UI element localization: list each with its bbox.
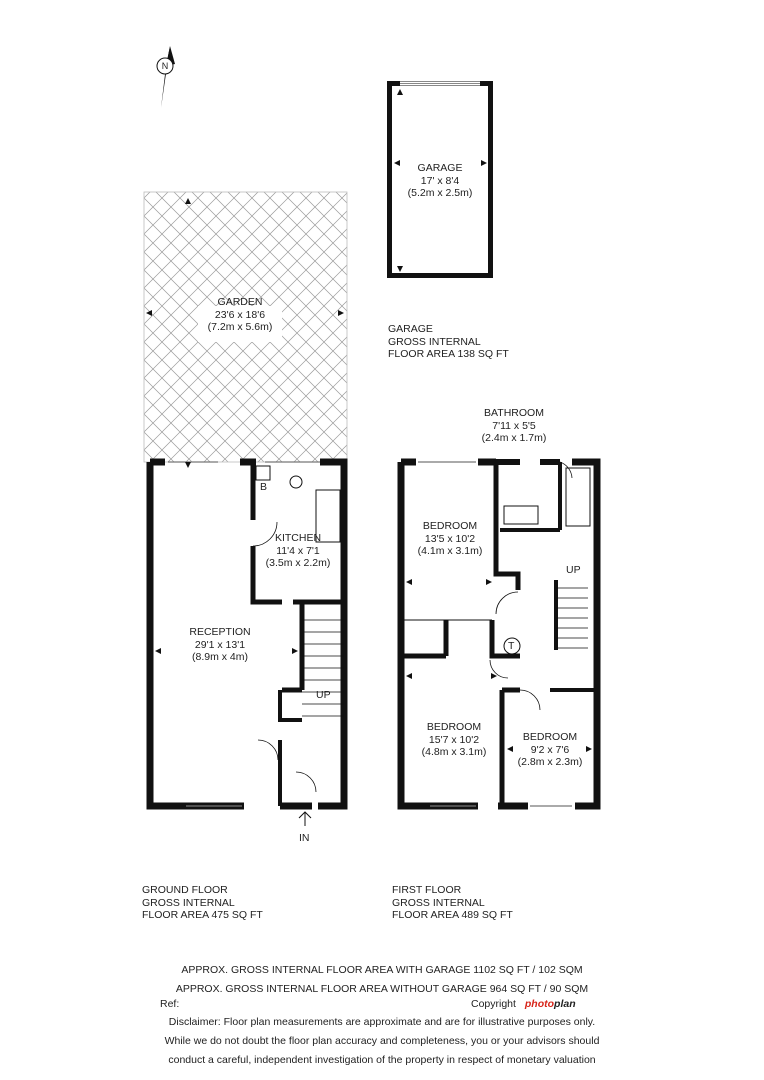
bathroom-size-imperial: 7'11 x 5'5 xyxy=(492,419,536,432)
garden-size-metric: (7.2m x 5.6m) xyxy=(207,321,273,333)
garden-label xyxy=(180,296,300,334)
copyright-label: Copyright xyxy=(471,998,516,1010)
bedroom-3-name: BEDROOM xyxy=(522,731,578,743)
ground-floor-area-line: GROSS INTERNAL xyxy=(142,896,235,909)
copyright-block xyxy=(471,998,576,1011)
brand-part-2: plan xyxy=(554,998,576,1010)
first-floor-area-line: FIRST FLOOR xyxy=(392,884,462,896)
first-stairs-label: UP xyxy=(566,564,581,576)
disclaimer-line: conduct a careful, independent investigation of the property in respect of monetary valuation xyxy=(168,1054,596,1066)
bedroom-1-name: BEDROOM xyxy=(422,520,478,532)
entrance-label: IN xyxy=(299,832,310,844)
reception-size-metric: (8.9m x 4m) xyxy=(191,651,248,663)
garage-name: GARAGE xyxy=(417,162,463,174)
bedroom-2-size-imperial: 15'7 x 10'2 xyxy=(428,733,480,746)
bedroom-1-size-imperial: 13'5 x 10'2 xyxy=(424,532,476,545)
disclaimer xyxy=(0,1013,764,1070)
ref-label: Ref: xyxy=(160,998,180,1010)
first-floor-area-line: GROSS INTERNAL xyxy=(392,896,485,909)
bathroom-label xyxy=(474,407,554,445)
bedroom-1-label xyxy=(404,520,496,558)
garage-area-text xyxy=(388,323,509,361)
bedroom-3-label xyxy=(505,731,595,769)
bedroom-3-size-imperial: 9'2 x 7'6 xyxy=(530,743,570,756)
tank-label: T xyxy=(508,640,515,652)
reception-label xyxy=(160,626,280,664)
footer xyxy=(0,961,764,999)
kitchen-size-imperial: 11'4 x 7'1 xyxy=(276,544,320,557)
ground-stairs-label: UP xyxy=(316,689,331,701)
bedroom-2-size-metric: (4.8m x 3.1m) xyxy=(421,746,487,758)
boiler-label: B xyxy=(260,481,268,493)
bedroom-3-size-metric: (2.8m x 2.3m) xyxy=(517,756,583,768)
bedroom-2-name: BEDROOM xyxy=(426,721,482,733)
disclaimer-line: While we do not doubt the floor plan accuracy and completeness, you or your advisors should xyxy=(164,1035,600,1047)
bathroom-name: BATHROOM xyxy=(484,407,544,419)
garage-size-imperial: 17' x 8'4 xyxy=(420,174,460,187)
kitchen-label xyxy=(254,532,342,570)
garage-label xyxy=(380,162,500,200)
reception-size-imperial: 29'1 x 13'1 xyxy=(194,638,246,651)
kitchen-size-metric: (3.5m x 2.2m) xyxy=(265,557,331,569)
ground-floor-area-line: GROUND FLOOR xyxy=(142,884,228,896)
first-floor-area-text xyxy=(392,884,513,922)
garage-area-line: GARAGE xyxy=(388,323,433,335)
garden-name: GARDEN xyxy=(217,296,263,308)
total-area-without-garage: APPROX. GROSS INTERNAL FLOOR AREA WITHOUT GARAGE 964 SQ FT / 90 SQM xyxy=(175,983,589,995)
ground-floor-area-line: FLOOR AREA 475 SQ FT xyxy=(142,909,263,921)
bedroom-2-label xyxy=(404,721,504,759)
bedroom-1-size-metric: (4.1m x 3.1m) xyxy=(417,545,483,557)
garage-area-line: GROSS INTERNAL xyxy=(388,335,481,348)
disclaimer-line: Disclaimer: Floor plan measurements are approximate and are for illustrative purposes only. xyxy=(168,1016,596,1028)
brand-part-1: photo xyxy=(524,998,555,1010)
garden-size-imperial: 23'6 x 18'6 xyxy=(214,308,266,321)
total-area-with-garage: APPROX. GROSS INTERNAL FLOOR AREA WITH GARAGE 1102 SQ FT / 102 SQM xyxy=(181,964,583,976)
reception-name: RECEPTION xyxy=(189,626,251,638)
bathroom-size-metric: (2.4m x 1.7m) xyxy=(481,432,547,444)
brand-logo xyxy=(525,998,576,1010)
first-floor-area-line: FLOOR AREA 489 SQ FT xyxy=(392,909,513,921)
kitchen-name: KITCHEN xyxy=(274,532,322,544)
garage-size-metric: (5.2m x 2.5m) xyxy=(407,187,473,199)
compass-label: N xyxy=(161,61,169,71)
compass-icon xyxy=(157,46,175,108)
garage-area-line: FLOOR AREA 138 SQ FT xyxy=(388,348,509,360)
ground-floor-area-text xyxy=(142,884,263,922)
